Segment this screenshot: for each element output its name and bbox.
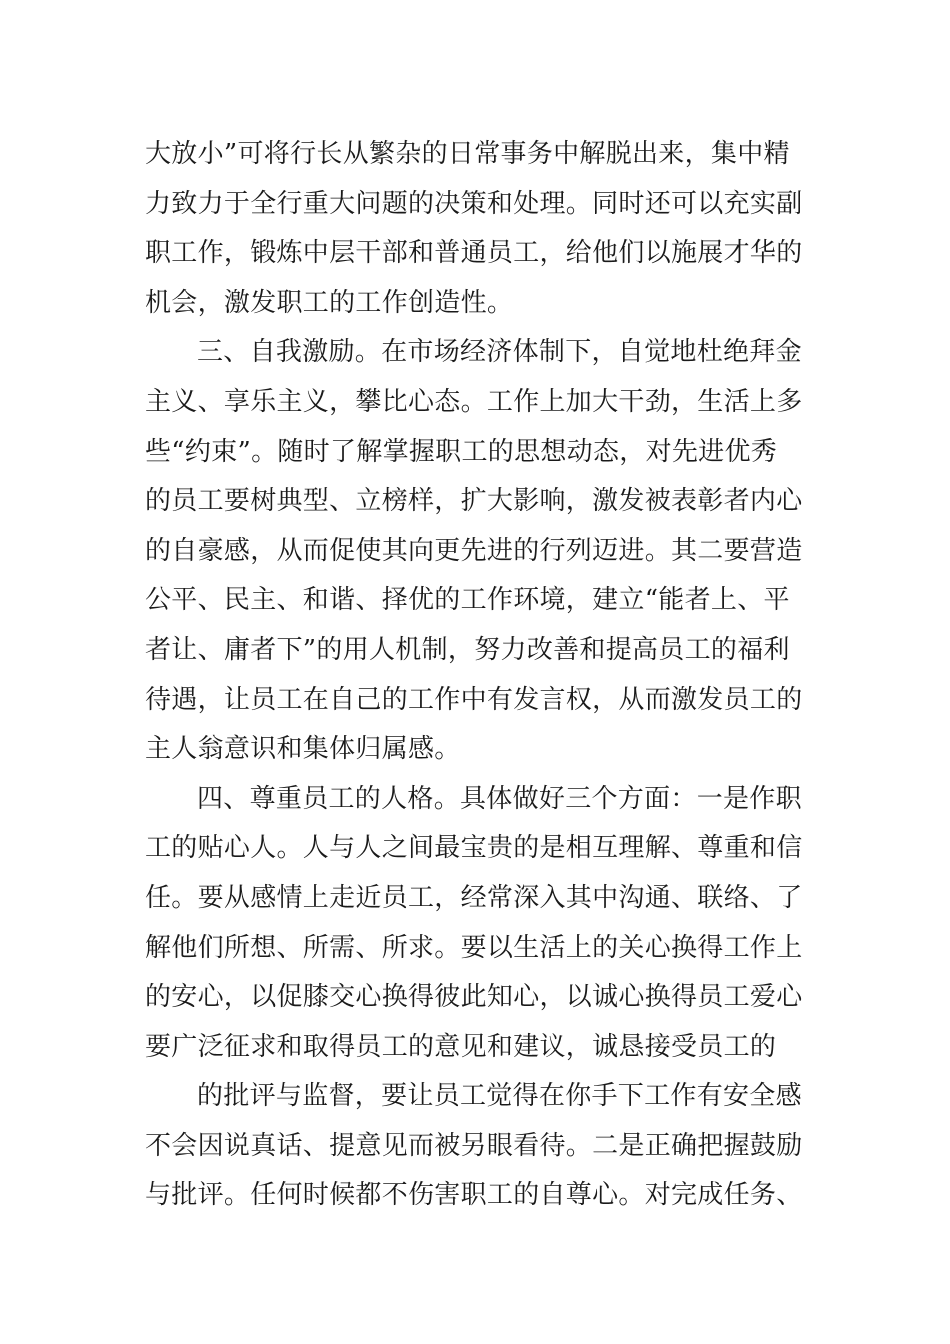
text-line: 主义、享乐主义，攀比心态。工作上加大干劲，生活上多	[145, 386, 803, 417]
text-line: 大放小”可将行长从繁杂的日常事务中解脱出来，集中精	[145, 139, 790, 169]
text-line: 不会因说真话、提意见而被另眼看待。二是正确把握鼓励	[145, 1130, 803, 1161]
text-line: 者让、庸者下”的用人机制，努力改善和提高员工的福利	[145, 634, 790, 665]
text-line: 解他们所想、所需、所求。要以生活上的关心换得工作上	[145, 932, 803, 963]
text-line: 力致力于全行重大问题的决策和处理。同时还可以充实副	[145, 188, 803, 219]
text-line: 的安心，以促膝交心换得彼此知心，以诚心换得员工爱心	[145, 982, 803, 1013]
body-text	[145, 130, 810, 1221]
text-line: 职工作，锻炼中层干部和普通员工，给他们以施展才华的	[145, 238, 803, 269]
text-line: 公平、民主、和谐、择优的工作环境，建立“能者上、平	[145, 585, 790, 616]
text-line: 三、自我激励。在市场经济体制下，自觉地杜绝拜金	[197, 337, 802, 368]
text-line: 与批评。任何时候都不伤害职工的自尊心。对完成任务、	[145, 1180, 803, 1211]
text-line: 主人翁意识和集体归属感。	[145, 734, 461, 765]
text-line: 要广泛征求和取得员工的意见和建议，诚恳接受员工的	[145, 1031, 777, 1062]
text-line: 些“约束”。随时了解掌握职工的思想动态，对先进优秀	[145, 436, 778, 467]
text-line: 待遇，让员工在自己的工作中有发言权，从而激发员工的	[145, 684, 803, 715]
text-line: 的批评与监督，要让员工觉得在你手下工作有安全感	[197, 1081, 802, 1112]
text-line: 四、尊重员工的人格。具体做好三个方面：一是作职	[197, 783, 802, 814]
text-line: 的员工要树典型、立榜样，扩大影响，激发被表彰者内心	[145, 486, 803, 517]
text-line: 的自豪感，从而促使其向更先进的行列迈进。其二要营造	[145, 535, 803, 566]
text-line: 工的贴心人。人与人之间最宝贵的是相互理解、尊重和信	[145, 833, 803, 864]
text-line: 任。要从感情上走近员工，经常深入其中沟通、联络、了	[145, 882, 803, 913]
text-line: 机会，激发职工的工作创造性。	[145, 287, 514, 318]
